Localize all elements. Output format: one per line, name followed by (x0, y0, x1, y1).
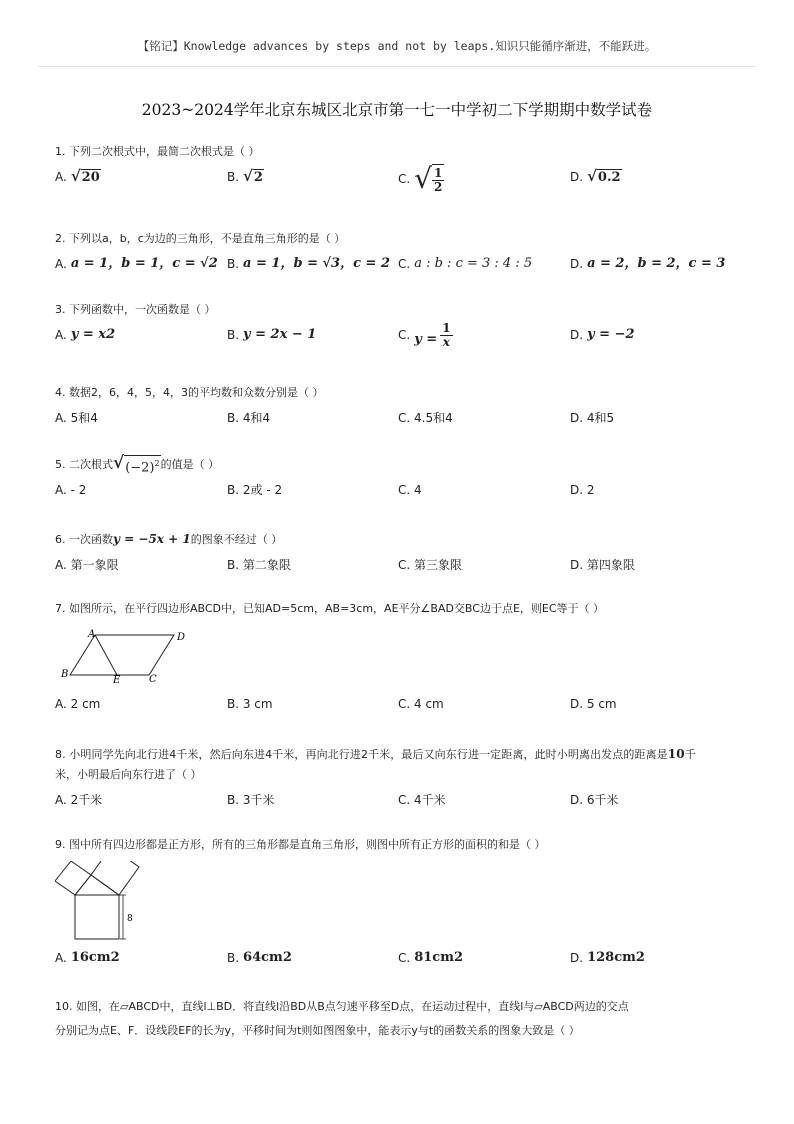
option-b[interactable]: B. 3 cm (227, 697, 273, 711)
option-d[interactable]: D. 2 (570, 483, 595, 498)
question-8 (55, 744, 745, 813)
option-b[interactable]: B. 64cm 2 (227, 950, 292, 965)
question-10 (55, 995, 745, 1043)
option-b[interactable]: B. √ 2 (227, 167, 263, 185)
question-stem: 7. 如图所示，在平行四边形ABCD中，已知AD=5cm，AB=3cm，AE平分∠BAD交BC边于点E，则EC等于（ ） (55, 602, 605, 615)
option-d[interactable]: D. √ 0.2 (570, 167, 621, 185)
fraction: $\frac{1}{2}$ (434, 166, 443, 194)
header-motto: 【铭记】Knowledge advances by steps and not by leaps.知识只能循序渐进，不能跃进。 (137, 39, 657, 53)
question-stem: 5. 二次根式 √ $(-2)^2$ 的值是（ ） (55, 453, 220, 476)
option-c[interactable]: C. 4 cm (398, 697, 444, 711)
question-stem: 4. 数据2，6，4，5，4，3的平均数和众数分别是（ ） (55, 386, 324, 399)
fraction: $\frac{1}{x}$ (442, 320, 451, 349)
option-a[interactable]: A. 2千米 (55, 793, 103, 807)
option-d[interactable]: D. a = 2，b = 2，c = 3 (570, 256, 726, 271)
question-stem: 8. 小明同学先向北行进4千米，然后向东进4千米，再向北行进2千米，最后又向东行进一定距离，此时小明离出发点的距离是10千 (55, 747, 696, 761)
option-c[interactable]: C. 4.5和4 (398, 411, 453, 425)
question-stem: 2. 下列以a，b，c为边的三角形，不是直角三角形的是（ ） (55, 232, 346, 245)
option-a[interactable]: A. y = x 2 (55, 327, 116, 342)
option-c[interactable]: C. y = $\frac{1}{x}$ (398, 320, 451, 349)
vertex-label-e: E (113, 675, 121, 683)
question-3 (55, 300, 745, 348)
vertex-label-d: D (177, 632, 186, 643)
option-d[interactable]: D. 第四象限 (570, 558, 635, 572)
sqrt-expression: √ 20 (70, 167, 100, 185)
question-4 (55, 383, 745, 431)
option-a[interactable]: A. 2 cm (55, 697, 101, 711)
parallelogram-figure (61, 627, 191, 683)
question-1 (55, 142, 745, 195)
question-stem: 6. 一次函数y = −5x + 1的图象不经过（ ） (55, 532, 283, 546)
option-a[interactable]: A. - 2 (55, 483, 87, 498)
option-b[interactable]: B. 2或 - 2 (227, 483, 283, 498)
option-a[interactable]: A. a = 1，b = 1，c = √2 (55, 256, 218, 271)
option-b[interactable]: B. a = 1，b = √3，c = 2 (227, 256, 390, 271)
option-b[interactable]: B. 3千米 (227, 793, 275, 807)
squares-figure (55, 861, 145, 943)
question-5 (55, 455, 745, 503)
question-2 (55, 229, 745, 277)
question-stem-line-2: 米，小明最后向东行进了（ ） (55, 768, 202, 781)
sqrt-expression: √ $(-2)^2$ (113, 453, 160, 476)
option-a[interactable]: A. 5和4 (55, 411, 98, 425)
sqrt-expression: √ 0.2 (587, 167, 621, 185)
option-d[interactable]: D. 6千米 (570, 793, 619, 807)
header-divider (38, 66, 756, 67)
option-c[interactable]: C. 第三象限 (398, 558, 463, 572)
option-b[interactable]: B. 4和4 (227, 411, 271, 425)
option-d[interactable]: D. 4和5 (570, 411, 615, 425)
question-stem: 10. 如图，在▱ABCD中，直线l⊥BD．将直线l沿BD从B点匀速平移至D点，在运动过程中，直线l与▱ABCD两边的交点 (55, 1000, 629, 1013)
option-b[interactable]: B. y = 2x − 1 (227, 327, 317, 342)
vertex-label-c: C (149, 674, 157, 683)
vertex-label-a: A (88, 629, 96, 640)
question-6 (55, 529, 745, 578)
option-d[interactable]: D. 128cm 2 (570, 950, 645, 965)
option-c[interactable]: C. √ $\frac{1}{2}$ (398, 162, 443, 195)
option-a[interactable]: A. 第一象限 (55, 558, 119, 572)
option-c[interactable]: C. 81cm 2 (398, 950, 464, 965)
question-stem: 1. 下列二次根式中，最简二次根式是（ ） (55, 145, 260, 158)
question-7 (55, 599, 745, 717)
option-d[interactable]: D. 5 cm (570, 697, 617, 711)
side-length-label: 8 (127, 914, 133, 924)
exam-title: 2023~2024学年北京东城区北京市第一七一中学初二下学期期中数学试卷 (141, 101, 653, 119)
option-b[interactable]: B. 第二象限 (227, 558, 291, 572)
option-d[interactable]: D. y = −2 (570, 327, 635, 342)
question-stem-line-2: 分别记为点E、F．设线段EF的长为y，平移时间为t则如图图象中，能表示y与t的函数关系的图象大致是（ ） (55, 1024, 580, 1037)
option-a[interactable]: A. √ 20 (55, 167, 100, 185)
sqrt-expression: √ 2 (243, 167, 263, 185)
option-a[interactable]: A. 16cm 2 (55, 950, 120, 965)
option-c[interactable]: C. 4千米 (398, 793, 446, 807)
question-stem: 9. 图中所有四边形都是正方形，所有的三角形都是直角三角形，则图中所有正方形的面积的和是（ ） (55, 838, 546, 851)
vertex-label-b: B (61, 669, 69, 680)
radical-sign: √ (414, 162, 433, 195)
question-stem: 3. 下列函数中，一次函数是（ ） (55, 303, 216, 316)
option-c[interactable]: C. a : b : c = 3 : 4 : 5 (398, 256, 533, 271)
option-c[interactable]: C. 4 (398, 483, 422, 498)
question-9 (55, 835, 745, 971)
